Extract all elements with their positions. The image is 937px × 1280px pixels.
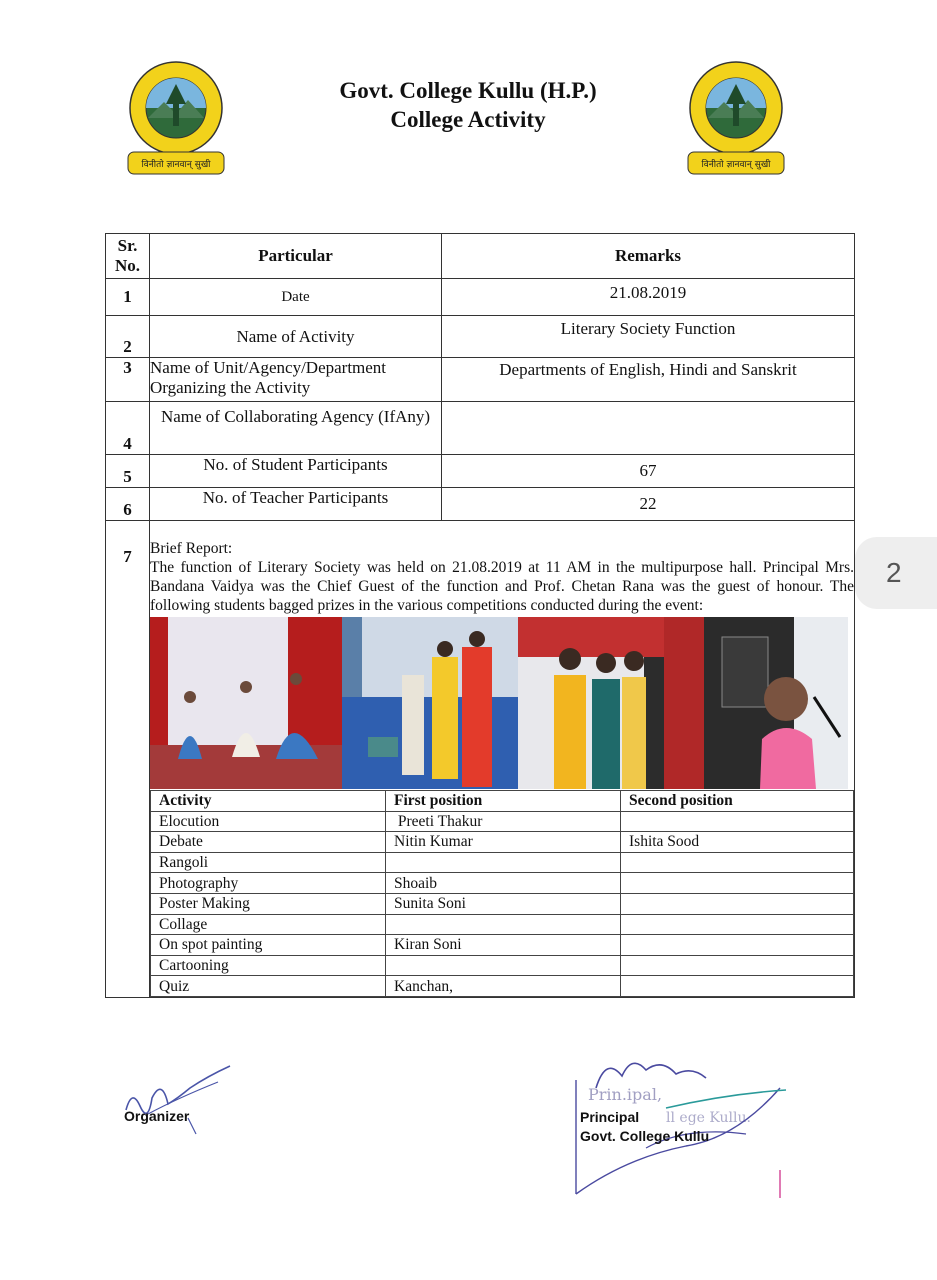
prize-activity: Elocution [151, 811, 386, 832]
row-remarks: Literary Society Function [442, 316, 855, 358]
principal-college: Govt. College Kullu [580, 1128, 710, 1144]
prize-activity: Debate [151, 832, 386, 853]
row-sr: 6 [106, 488, 150, 521]
row-particular: Date [150, 279, 442, 316]
prize-first [386, 914, 621, 935]
table-row [106, 488, 855, 521]
prize-first: Nitin Kumar [386, 832, 621, 853]
row-sr: 2 [106, 316, 150, 358]
prize-row [151, 873, 854, 894]
prize-first: Kanchan, [386, 976, 621, 997]
table-row [106, 455, 855, 488]
row-particular: Name of Collaborating Agency (IfAny) [150, 402, 442, 455]
prize-first: Kiran Soni [386, 935, 621, 956]
document-header [268, 76, 668, 134]
prize-row [151, 935, 854, 956]
svg-text:विनीतो ज्ञानवान् सुखी: विनीतो ज्ञानवान् सुखी [141, 160, 211, 170]
college-logo-right [684, 60, 788, 178]
report-row [106, 521, 855, 998]
prize-first [386, 955, 621, 976]
row-remarks: 21.08.2019 [442, 279, 855, 316]
prize-second [621, 852, 854, 873]
row-remarks [442, 402, 855, 455]
row-remarks: 67 [442, 455, 855, 488]
activity-table [105, 233, 855, 998]
header-remarks: Remarks [442, 234, 855, 279]
header-particular: Particular [150, 234, 442, 279]
prize-activity: Collage [151, 914, 386, 935]
row-remarks: Departments of English, Hindi and Sanskrit [442, 358, 855, 402]
page-number-badge: 2 [855, 537, 937, 609]
prize-row [151, 976, 854, 997]
prize-row [151, 955, 854, 976]
college-name: Govt. College Kullu (H.P.) [339, 78, 597, 103]
prize-row [151, 832, 854, 853]
row-particular: No. of Student Participants [150, 455, 442, 488]
prize-first: Sunita Soni [386, 893, 621, 914]
row-particular: No. of Teacher Participants [150, 488, 442, 521]
prize-second [621, 976, 854, 997]
prize-first: Shoaib [386, 873, 621, 894]
college-logo-left [124, 60, 228, 178]
prize-row [151, 914, 854, 935]
prize-row [151, 811, 854, 832]
prizes-header-first: First position [386, 791, 621, 812]
prize-first [386, 852, 621, 873]
prize-activity: On spot painting [151, 935, 386, 956]
document-subtitle: College Activity [390, 107, 546, 132]
svg-text:ll ege Kullu.: ll ege Kullu. [666, 1110, 751, 1126]
row-sr: 1 [106, 279, 150, 316]
photo-student-speaking [664, 617, 848, 789]
prize-second [621, 914, 854, 935]
prize-activity: Poster Making [151, 893, 386, 914]
row-particular: Name of Activity [150, 316, 442, 358]
table-row [106, 279, 855, 316]
photo-prize-distribution [518, 617, 664, 789]
row-sr: 5 [106, 455, 150, 488]
prize-activity: Photography [151, 873, 386, 894]
prize-activity: Quiz [151, 976, 386, 997]
row-sr: 4 [106, 402, 150, 455]
prize-second [621, 935, 854, 956]
principal-block [580, 1108, 709, 1146]
prize-second [621, 811, 854, 832]
table-row [106, 358, 855, 402]
header-sr-no: Sr. No. [106, 234, 150, 279]
row-remarks: 22 [442, 488, 855, 521]
prize-second [621, 955, 854, 976]
prize-row [151, 893, 854, 914]
table-header-row [106, 234, 855, 279]
prize-activity: Rangoli [151, 852, 386, 873]
svg-text:विनीतो ज्ञानवान् सुखी: विनीतो ज्ञानवान् सुखी [701, 160, 771, 170]
report-title: Brief Report: [150, 540, 233, 557]
table-row [106, 402, 855, 455]
prize-second [621, 893, 854, 914]
svg-text:Prin.ipal,: Prin.ipal, [588, 1085, 663, 1104]
prize-second: Ishita Sood [621, 832, 854, 853]
photo-participants-line [342, 617, 518, 789]
table-row [106, 316, 855, 358]
row-sr: 3 [106, 358, 150, 402]
row-sr: 7 [106, 521, 150, 998]
prizes-header-second: Second position [621, 791, 854, 812]
photo-dance-performance [150, 617, 342, 789]
prize-row [151, 852, 854, 873]
report-cell [150, 521, 855, 998]
prize-activity: Cartooning [151, 955, 386, 976]
report-text: The function of Literary Society was held on 21.08.2019 at 11 AM in the multipurpose hall. Principal Mrs. Bandana Vaidya was the Chief Guest of the function and Prof. Chetan Rana was the guest of honour. The following students bagged prizes in the various competitions conducted during the event: [150, 559, 854, 614]
prize-first: Preeti Thakur [386, 811, 621, 832]
event-photos [150, 617, 854, 789]
principal-label: Principal [580, 1109, 640, 1125]
prizes-table [150, 790, 854, 997]
row-particular: Name of Unit/Agency/Department Organizing the Activity [150, 358, 442, 402]
organizer-label: Organizer [124, 1108, 190, 1124]
prizes-header-activity: Activity [151, 791, 386, 812]
prizes-header-row [151, 791, 854, 812]
prize-second [621, 873, 854, 894]
organizer-signature [118, 1058, 238, 1138]
